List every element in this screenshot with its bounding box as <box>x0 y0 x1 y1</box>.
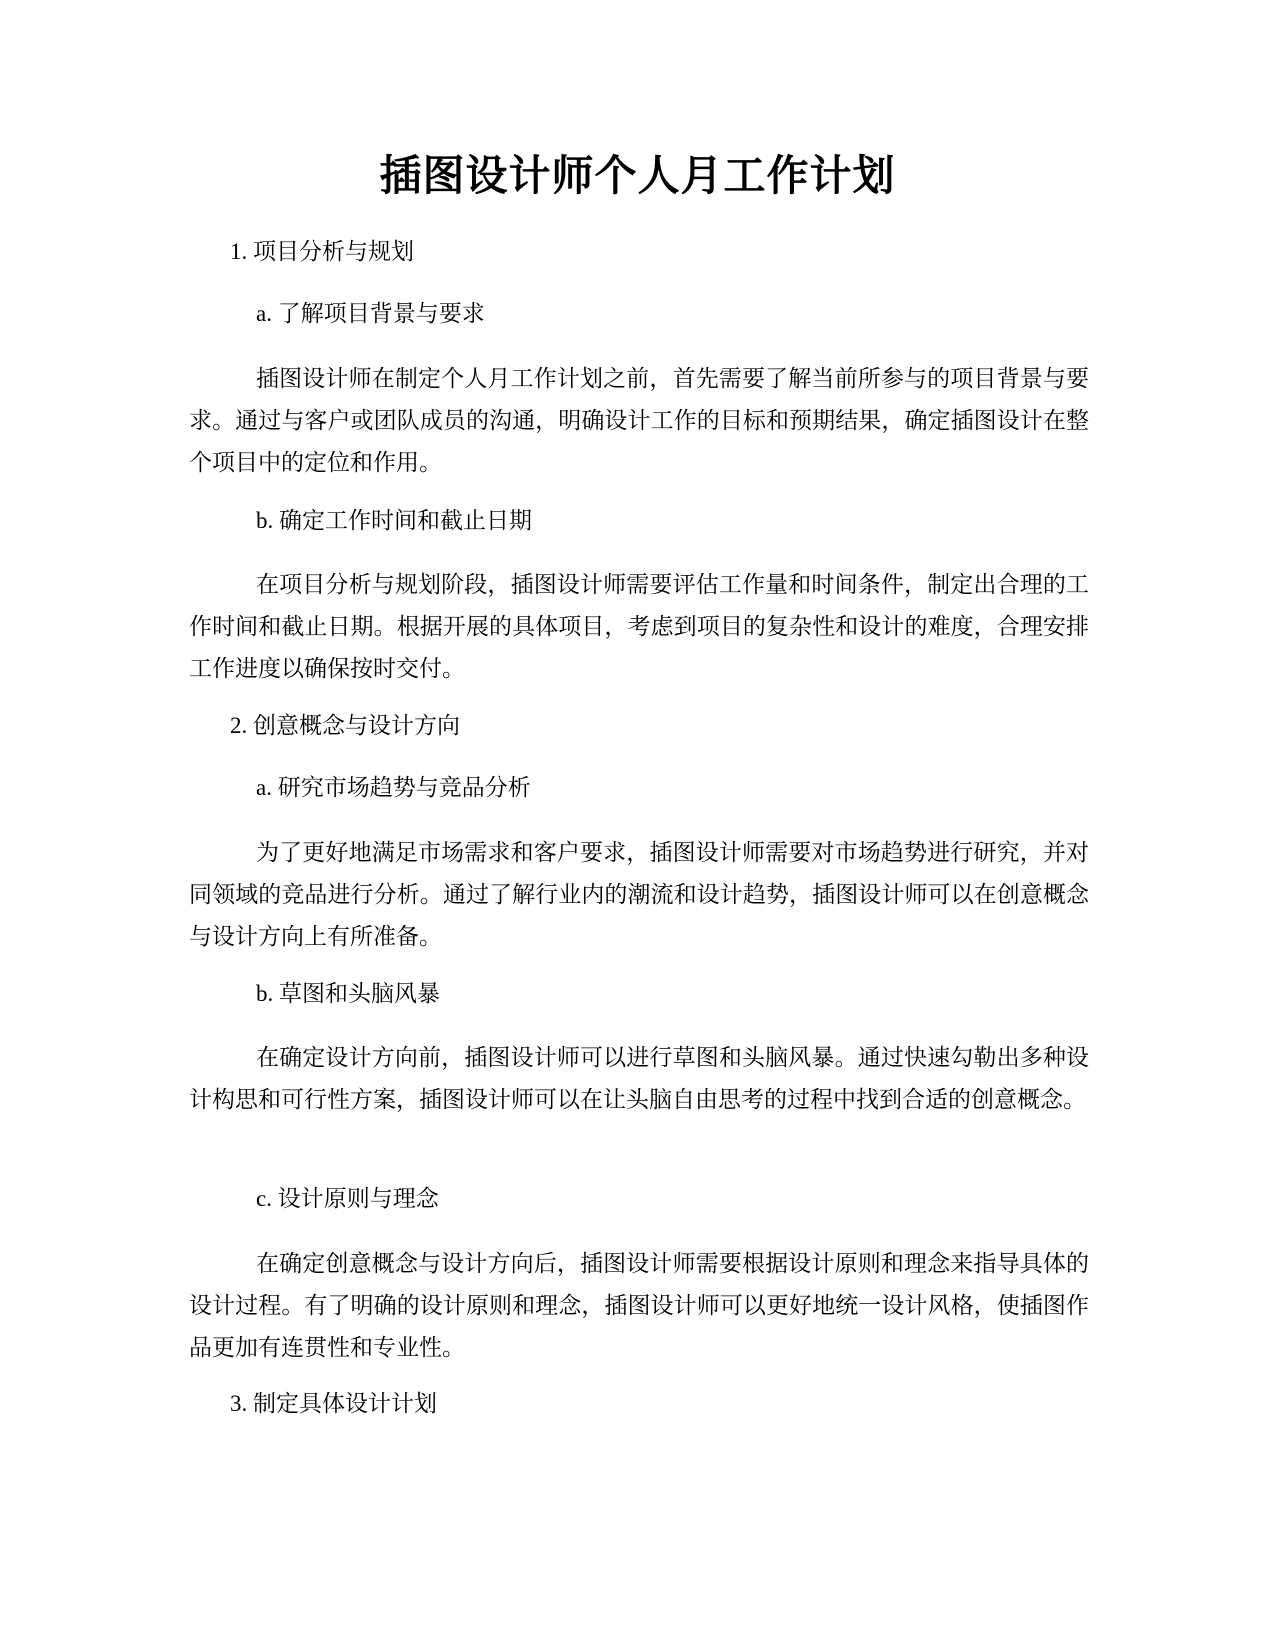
paragraph: 在确定设计方向前，插图设计师可以进行草图和头脑风暴。通过快速勾勒出多种设计构思和可行性方案，插图设计师可以在让头脑自由思考的过程中找到合适的创意概念。 <box>189 1045 1089 1112</box>
paragraph: 在项目分析与规划阶段，插图设计师需要评估工作量和时间条件，制定出合理的工作时间和截止日期。根据开展的具体项目，考虑到项目的复杂性和设计的难度，合理安排工作进度以确保按时交付。 <box>189 572 1089 681</box>
subsection-heading: a. 了解项目背景与要求 <box>256 301 485 326</box>
section-heading: 3. 制定具体设计计划 <box>230 1391 437 1416</box>
subsection-heading: a. 研究市场趋势与竞品分析 <box>256 775 531 800</box>
paragraph: 为了更好地满足市场需求和客户要求，插图设计师需要对市场趋势进行研究，并对同领域的竞品进行分析。通过了解行业内的潮流和设计趋势，插图设计师可以在创意概念与设计方向上有所准备。 <box>189 840 1089 949</box>
subsection-heading: b. 确定工作时间和截止日期 <box>256 508 532 533</box>
document-title: 插图设计师个人月工作计划 <box>379 151 896 200</box>
paragraph: 插图设计师在制定个人月工作计划之前，首先需要了解当前所参与的项目背景与要求。通过与客户或团队成员的沟通，明确设计工作的目标和预期结果，确定插图设计在整个项目中的定位和作用。 <box>189 366 1089 475</box>
section-heading: 2. 创意概念与设计方向 <box>230 713 460 738</box>
section-heading: 1. 项目分析与规划 <box>230 239 414 264</box>
paragraph: 在确定创意概念与设计方向后，插图设计师需要根据设计原则和理念来指导具体的设计过程。有了明确的设计原则和理念，插图设计师可以更好地统一设计风格，使插图作品更加有连贯性和专业性。 <box>189 1251 1089 1360</box>
subsection-heading: b. 草图和头脑风暴 <box>256 981 440 1006</box>
subsection-heading: c. 设计原则与理念 <box>256 1186 439 1211</box>
